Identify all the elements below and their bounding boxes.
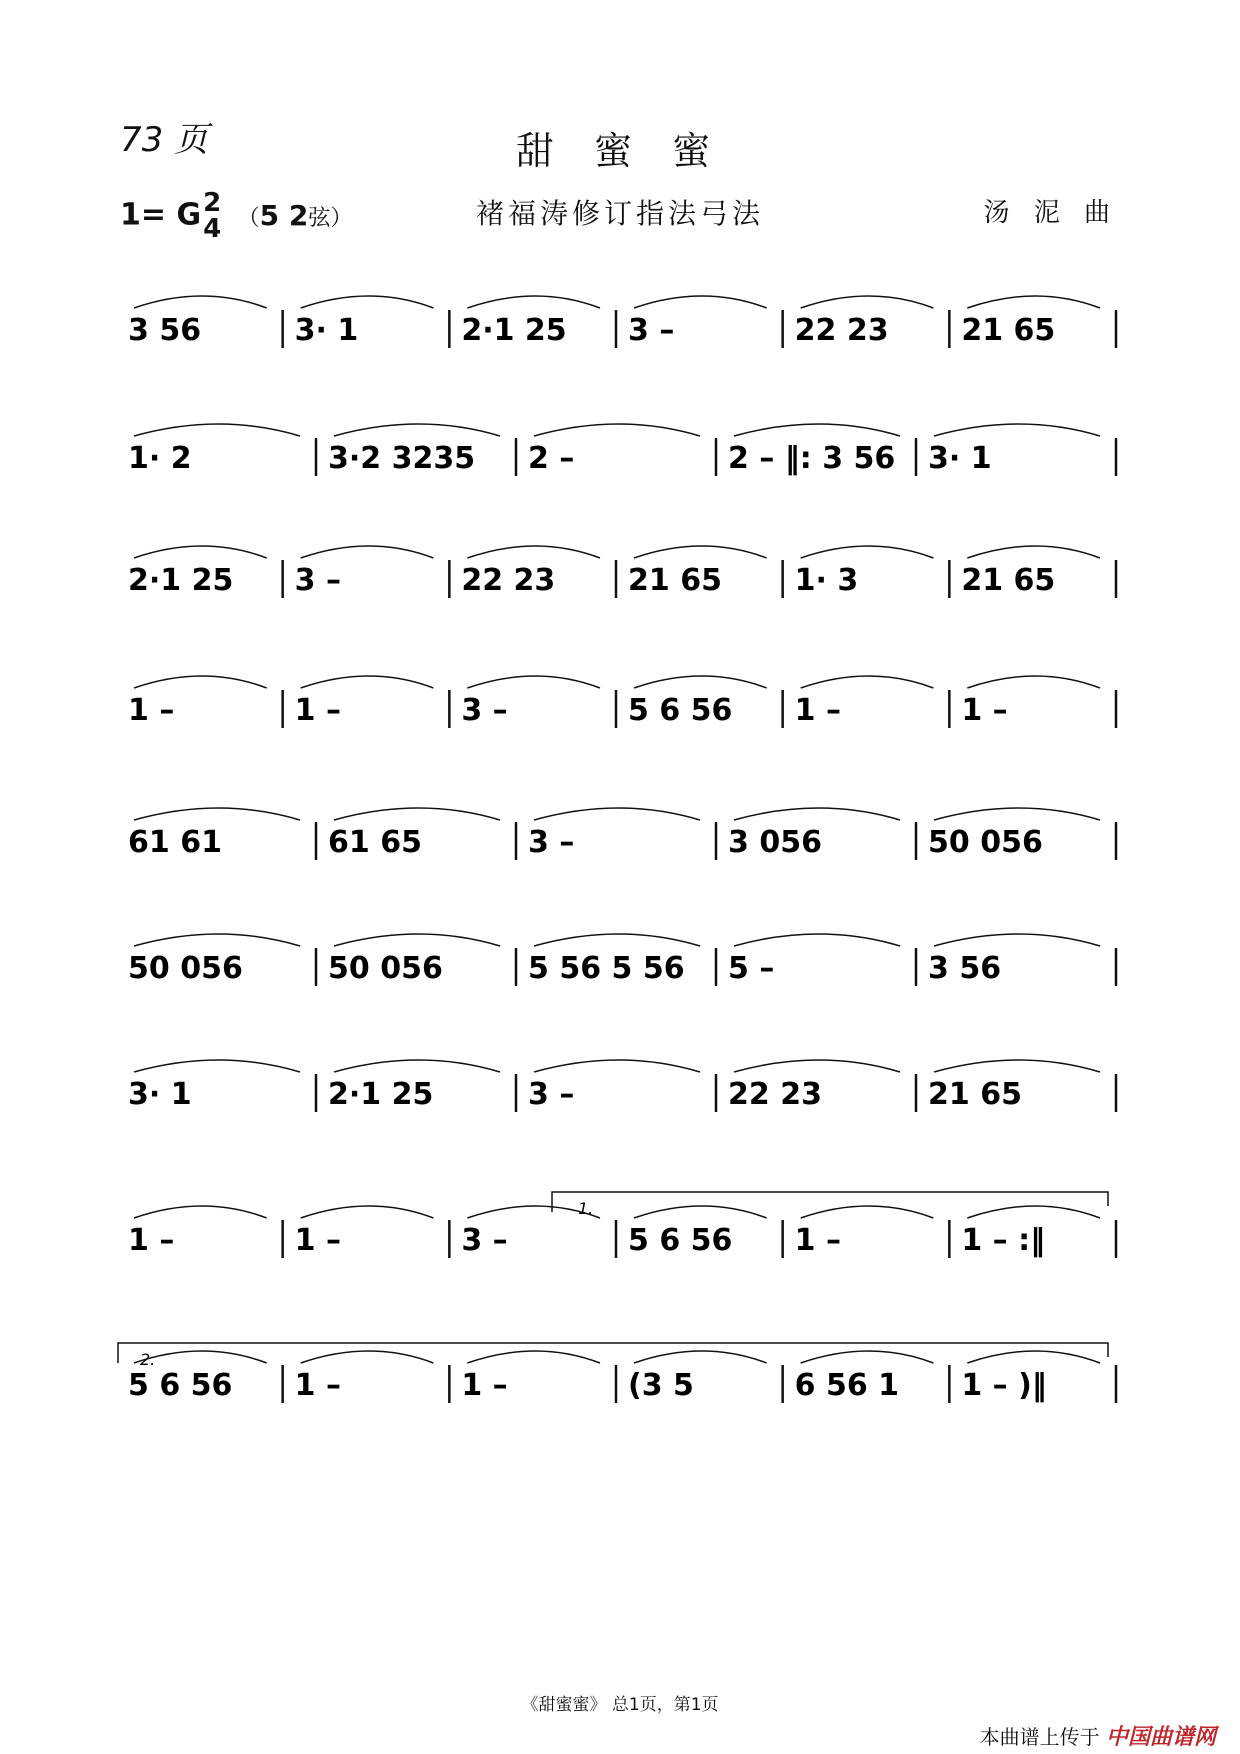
slur-arc	[967, 296, 1100, 308]
measure-notes: 61 65	[328, 825, 422, 860]
measure-notes: 1 –	[294, 693, 341, 728]
slur-arc	[301, 296, 434, 308]
measure-notes: 1 –	[128, 1223, 175, 1258]
slur-arc	[967, 1206, 1100, 1218]
measure-notes: 21 65	[961, 563, 1056, 598]
slur-arc	[934, 808, 1100, 820]
slur-arc	[334, 934, 500, 946]
measure-notes: 1 –	[794, 1223, 841, 1258]
measure-notes: 5 6 56	[628, 1223, 733, 1258]
slur-arc	[301, 546, 434, 558]
composer-credit: 汤 泥 曲	[983, 198, 1118, 228]
slur-arc	[134, 1206, 267, 1218]
page-footer: 《甜蜜蜜》 总1页，第1页	[521, 1695, 719, 1715]
measure-notes: 22 23	[794, 313, 889, 348]
measure-notes: 3 –	[294, 563, 341, 598]
measure-notes: 1 –	[461, 1368, 508, 1403]
slur-arc	[634, 296, 767, 308]
slur-arc	[467, 676, 600, 688]
page-number: 73 页	[120, 120, 209, 160]
measure-notes: 5 6 56	[628, 693, 733, 728]
slur-arc	[967, 546, 1100, 558]
slur-arc	[334, 808, 500, 820]
slur-arc	[634, 546, 767, 558]
slur-arc	[967, 676, 1100, 688]
slur-arc	[634, 676, 767, 688]
slur-arc	[301, 676, 434, 688]
measure-notes: 2 –	[528, 441, 575, 476]
measure-notes: 3 –	[461, 693, 508, 728]
measure-notes: 21 65	[628, 563, 722, 598]
time-bottom: 4	[203, 214, 222, 244]
tuning-open: （	[237, 205, 260, 231]
slur-arc	[534, 934, 700, 946]
slur-arc	[467, 546, 600, 558]
ending-label: 2.	[140, 1350, 156, 1369]
measure-notes: 3·2 3235	[328, 441, 476, 476]
measure-notes: 1 – )‖	[961, 1368, 1047, 1403]
measure-notes: 21 65	[961, 313, 1056, 348]
measure-notes: 3 –	[528, 1077, 575, 1112]
time-top: 2	[203, 188, 222, 218]
measure-notes: 3 056	[728, 825, 822, 860]
measure-notes: 21 65	[928, 1077, 1022, 1112]
measure-notes: 2·1 25	[328, 1077, 434, 1112]
measure-notes: 2·1 25	[461, 313, 567, 348]
slur-arc	[934, 934, 1100, 946]
measure-notes: 3 56	[128, 313, 202, 348]
measure-notes: 3 –	[528, 825, 575, 860]
slur-arc	[634, 1206, 767, 1218]
measure-notes: 61 61	[128, 825, 222, 860]
key-label: 1= G	[120, 197, 202, 233]
slur-arc	[334, 1060, 500, 1072]
slur-arc	[134, 1060, 300, 1072]
tuning-notes: 5 2	[259, 198, 309, 232]
slur-arc	[934, 1060, 1100, 1072]
measure-notes: 3· 1	[128, 1077, 192, 1112]
slur-arc	[134, 676, 267, 688]
measure-notes: (3 5	[628, 1368, 694, 1403]
measure-notes: 5 –	[728, 951, 775, 986]
measure-notes: 5 56 5 56	[528, 951, 685, 986]
measure-notes: 22 23	[461, 563, 556, 598]
upload-credit	[980, 1720, 1216, 1751]
measure-notes: 1· 3	[794, 563, 859, 598]
slur-arc	[134, 296, 267, 308]
slur-arc	[334, 424, 500, 436]
slur-arc	[801, 1351, 934, 1363]
measure-notes: 1 –	[961, 693, 1008, 728]
ending-bracket	[552, 1192, 1108, 1212]
song-title: 甜 蜜 蜜	[515, 129, 725, 173]
ending-label: 1.	[578, 1199, 594, 1218]
measure-notes: 50 056	[328, 951, 443, 986]
measure-notes: 1 – :‖	[961, 1223, 1046, 1258]
measure-notes: 3 –	[628, 313, 675, 348]
measure-notes: 22 23	[728, 1077, 822, 1112]
slur-arc	[134, 808, 300, 820]
measure-notes: 1 –	[294, 1368, 341, 1403]
slur-arc	[734, 1060, 900, 1072]
slur-arc	[801, 546, 934, 558]
slur-arc	[134, 546, 267, 558]
slur-arc	[534, 1060, 700, 1072]
measure-notes: 1· 2	[128, 441, 192, 476]
slur-arc	[534, 424, 700, 436]
measure-notes: 3 56	[928, 951, 1002, 986]
measure-notes: 1 –	[128, 693, 175, 728]
measure-notes: 50 056	[928, 825, 1043, 860]
slur-arc	[801, 1206, 934, 1218]
measure-notes: 3· 1	[928, 441, 992, 476]
upload-text: 本曲谱上传于	[979, 1725, 1100, 1749]
slur-arc	[467, 296, 600, 308]
slur-arc	[967, 1351, 1100, 1363]
tuning-suffix: 弦）	[308, 205, 353, 231]
measure-notes: 3· 1	[294, 313, 359, 348]
measure-notes: 1 –	[294, 1223, 341, 1258]
measure-notes: 5 6 56	[128, 1368, 233, 1403]
measure-notes: 3 –	[461, 1223, 508, 1258]
slur-arc	[734, 934, 900, 946]
measure-notes: 2 – ‖: 3 56	[728, 441, 896, 476]
measure-notes: 2·1 25	[128, 563, 234, 598]
slur-arc	[734, 808, 900, 820]
slur-arc	[467, 1351, 600, 1363]
slur-arc	[134, 424, 300, 436]
slur-arc	[134, 934, 300, 946]
site-logo: 中国曲谱网	[1105, 1725, 1216, 1750]
slur-arc	[801, 296, 934, 308]
slur-arc	[301, 1206, 434, 1218]
slur-arc	[534, 808, 700, 820]
slur-arc	[734, 424, 900, 436]
slur-arc	[634, 1351, 767, 1363]
measure-notes: 1 –	[794, 693, 841, 728]
measure-notes: 6 56 1	[794, 1368, 900, 1403]
slur-arc	[934, 424, 1100, 436]
slur-arc	[801, 676, 934, 688]
ending-bracket	[118, 1343, 1108, 1363]
reviser-credit: 褚福涛修订指法弓法	[475, 197, 764, 230]
measure-notes: 50 056	[128, 951, 243, 986]
slur-arc	[301, 1351, 434, 1363]
